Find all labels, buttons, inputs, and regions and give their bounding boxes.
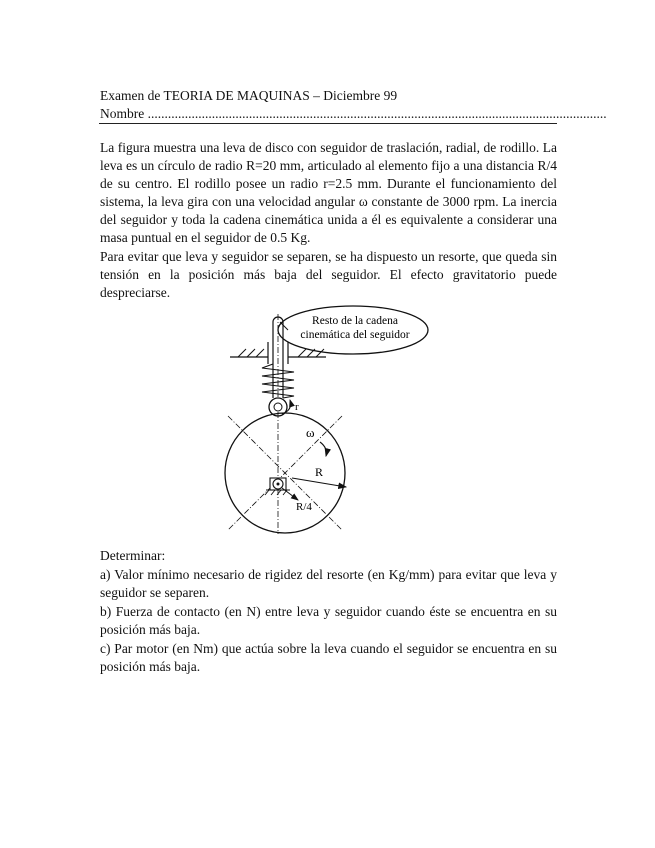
radius-R-dimension — [292, 465, 346, 487]
radius-R-label: R — [315, 465, 324, 479]
question-a: a) Valor mínimo necesario de rigidez del resorte (en Kg/mm) para evitar que leva y seguidor se separen. — [100, 567, 557, 600]
header-divider — [99, 123, 557, 124]
bubble-text-line1: Resto de la cadena — [312, 315, 398, 327]
cam-disc — [225, 412, 345, 534]
problem-statement-paragraph: La figura muestra una leva de disco con seguidor de traslación, radial, de rodillo. La leva es un círculo de radio R=20 mm, articulado al elemento fijo a una distancia R/4 de su centro. El rodillo posee un radio r=2.5 mm. Durante el funcionamiento del sistema, la leva gira con una velocidad angular ω constante de 3000 rpm. La inercia del seguidor y toda la cadena cinemática unida a él es equivalente a considerar una masa puntual en el seguidor de 0.5 Kg. — [100, 140, 557, 245]
exam-header-title: Examen de TEORIA DE MAQUINAS – Diciembre 99 — [100, 88, 398, 103]
cam-follower-figure — [200, 302, 460, 542]
questions-intro: Determinar: — [100, 548, 166, 563]
cam-pivot — [265, 478, 290, 495]
kinematic-chain-bubble — [278, 306, 428, 354]
roller-radius-label: r — [295, 401, 299, 413]
eccentricity-dimension — [282, 488, 312, 513]
angular-velocity-indicator — [306, 425, 326, 456]
question-c: c) Par motor (en Nm) que actúa sobre la leva cuando el seguidor se encuentra en su posición más baja. — [100, 641, 557, 674]
student-name-line: Nombre ........................................................................................................................................ — [100, 106, 607, 121]
bubble-text-line2: cinemática del seguidor — [300, 329, 410, 341]
omega-label: ω — [306, 425, 315, 440]
question-b: b) Fuerza de contacto (en N) entre leva y seguidor cuando éste se encuentra en su posición más baja. — [100, 604, 557, 637]
eccentricity-label: R/4 — [296, 501, 312, 513]
spring-statement-paragraph: Para evitar que leva y seguidor se separen, se ha dispuesto un resorte, que queda sin tensión en la posición más baja del seguidor. El efecto gravitatorio puede despreciarse. — [100, 249, 557, 300]
